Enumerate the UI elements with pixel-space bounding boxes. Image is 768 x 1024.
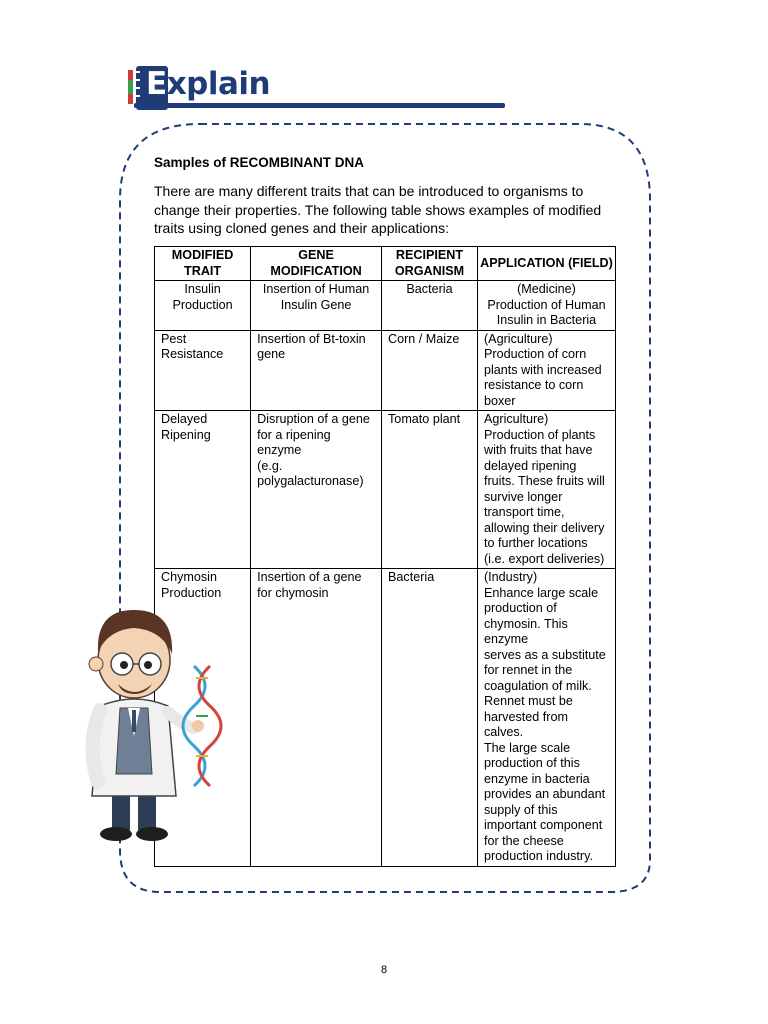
table-row [155, 281, 616, 331]
header-recipient-organism: RECIPIENT ORGANISM [382, 247, 478, 281]
cell-gene-modification: Disruption of a gene for a ripening enzyme (e.g. polygalacturonase) [251, 411, 382, 569]
table-row [155, 330, 616, 411]
banner-title [146, 64, 270, 104]
cell-application: (Medicine) Production of Human Insulin in Bacteria [477, 281, 615, 331]
section-heading: Samples of RECOMBINANT DNA [154, 155, 365, 170]
table-row [155, 411, 616, 569]
table-header-row [155, 247, 616, 281]
cell-trait: Delayed Ripening [155, 411, 251, 569]
cell-gene-modification: Insertion of a gene for chymosin [251, 569, 382, 867]
header-application: APPLICATION (FIELD) [477, 247, 615, 281]
cell-trait: Pest Resistance [155, 330, 251, 411]
header-modified-trait: MODIFIED TRAIT [155, 247, 251, 281]
page-number: 8 [380, 964, 388, 976]
banner-underline [134, 103, 505, 108]
cell-recipient: Corn / Maize [382, 330, 478, 411]
content-area [154, 154, 616, 238]
cell-gene-modification: Insertion of Human Insulin Gene [251, 281, 382, 331]
header-gene-modification: GENE MODIFICATION [251, 247, 382, 281]
cell-gene-modification: Insertion of Bt-toxin gene [251, 330, 382, 411]
banner-title-rest: xplain [166, 66, 271, 102]
banner-title-initial: E [146, 66, 167, 102]
cell-recipient: Bacteria [382, 281, 478, 331]
cell-application: Agriculture) Production of plants with fruits that have delayed ripening fruits. These fruits will survive longer transport time, allowing their delivery to further locations (i.e. export deliveries) [477, 411, 615, 569]
cell-recipient: Bacteria [382, 569, 478, 867]
cell-application: (Agriculture) Production of corn plants with increased resistance to corn boxer [477, 330, 615, 411]
scientist-illustration [76, 596, 226, 852]
cell-application: (Industry) Enhance large scale production of chymosin. This enzyme serves as a substitute for rennet in the coagulation of milk. Rennet must be harvested from calves. The large scale production of this enzyme in bacteria provides an abundant supply of this important component for the cheese production industry. [477, 569, 615, 867]
intro-paragraph: There are many different traits that can be introduced to organisms to change their properties. The following table shows examples of modified traits using cloned genes and their applications: [154, 183, 602, 236]
cell-trait: Chymosin Production [155, 569, 251, 867]
cell-trait: Insulin Production [155, 281, 251, 331]
explain-banner [126, 60, 506, 110]
cell-recipient: Tomato plant [382, 411, 478, 569]
